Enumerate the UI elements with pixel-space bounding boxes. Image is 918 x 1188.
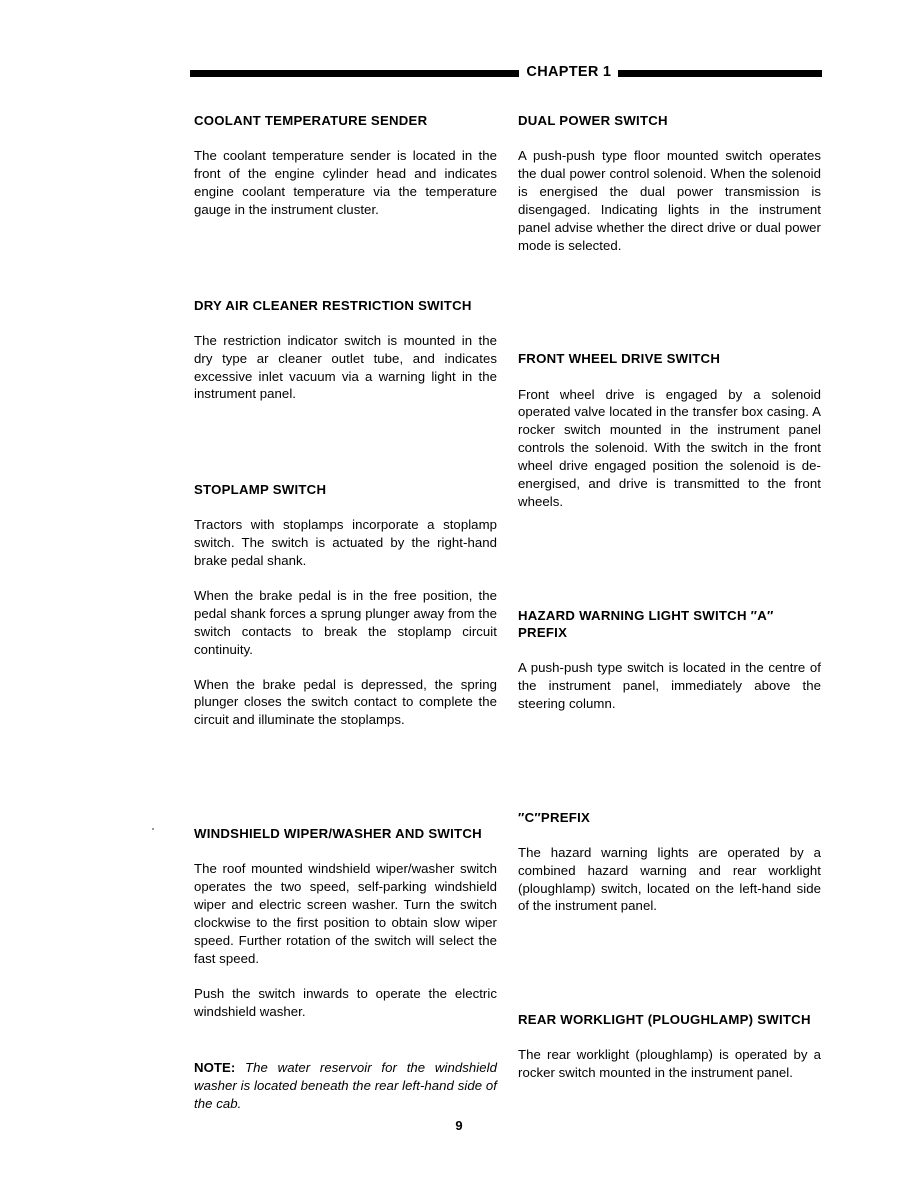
right-column [518, 112, 821, 1113]
section-heading-coolant-temperature-sender: COOLANT TEMPERATURE SENDER [194, 113, 428, 128]
section-paragraph: When the brake pedal is depressed, the spring plunger closes the switch contact to complete the circuit and illuminate the stoplamps. [194, 676, 497, 728]
section-paragraph: The hazard warning lights are operated by a combined hazard warning and rear worklight (ploughlamp) switch, located on the left-hand side of the instrument panel. [518, 844, 821, 914]
header-rule-right [618, 70, 822, 77]
note-text: The water reservoir for the windshield washer is located beneath the rear left-hand side of the cab. [194, 1060, 497, 1112]
section-heading-dry-air-cleaner-restriction-switch: DRY AIR CLEANER RESTRICTION SWITCH [194, 297, 472, 313]
section-paragraph: Tractors with stoplamps incorporate a stoplamp switch. The switch is actuated by the right-hand brake pedal shank. [194, 517, 497, 569]
section-paragraph: A push-push type switch is located in the centre of the instrument panel, immediately above the steering column. [518, 660, 821, 711]
page-body [194, 112, 822, 1113]
section-paragraph: The rear worklight (ploughlamp) is operated by a rocker switch mounted in the instrument panel. [518, 1047, 821, 1081]
section-heading-hazard-warning-light-switch-a-prefix: HAZARD WARNING LIGHT SWITCH ″A″ PREFIX [518, 607, 774, 640]
section-paragraph: Front wheel drive is engaged by a solenoid operated valve located in the transfer box casing. A rocker switch mounted in the instrument panel controls the solenoid. With the switch in the front wheel drive engaged position the solenoid is de-energised, and drive is transmitted to the front wheels. [518, 386, 821, 509]
section-spacer [518, 915, 821, 1011]
section-spacer [194, 403, 497, 481]
section-heading-front-wheel-drive-switch: FRONT WHEEL DRIVE SWITCH [518, 351, 721, 367]
header-rule-left [190, 70, 519, 77]
section-heading-dual-power-switch: DUAL POWER SWITCH [518, 113, 668, 128]
left-column [194, 112, 497, 1113]
section-spacer [194, 729, 497, 825]
section-spacer [518, 713, 821, 809]
section-paragraph: When the brake pedal is in the free position, the pedal shank forces a sprung plunger away from the switch contacts to break the stoplamp circuit continuity. [194, 588, 497, 657]
note-spacer [194, 1037, 497, 1059]
section-paragraph: A push-push type floor mounted switch operates the dual power control solenoid. When the solenoid is energised the dual power transmission is disengaged. Indicating lights in the instrument panel advise whether the direct drive or dual power mode is selected. [518, 148, 821, 253]
note-block [194, 1059, 497, 1113]
section-heading-c-prefix: ″C″PREFIX [518, 809, 591, 825]
section-paragraph: Push the switch inwards to operate the electric windshield washer. [194, 985, 497, 1019]
section-heading-rear-worklight-ploughlamp-switch: REAR WORKLIGHT (PLOUGHLAMP) SWITCH [518, 1012, 811, 1028]
section-heading-windshield-wiper-washer-and-switch: WINDSHIELD WIPER/WASHER AND SWITCH [194, 826, 482, 842]
page-number: 9 [455, 1118, 463, 1133]
section-spacer [194, 219, 497, 297]
scan-artifact-speck [152, 828, 154, 830]
section-paragraph: The coolant temperature sender is located in the front of the engine cylinder head and indicates engine coolant temperature via the temperature gauge in the instrument cluster. [194, 148, 497, 217]
section-paragraph: The roof mounted windshield wiper/washer switch operates the two speed, self-parking windshield wiper and electric screen washer. Turn the switch clockwise to the first position to obtain slow wiper speed. Further rotation of the switch will select the fast speed. [194, 861, 497, 966]
chapter-label: CHAPTER 1 [526, 64, 612, 81]
note-label: NOTE: [194, 1060, 236, 1076]
section-paragraph: The restriction indicator switch is mounted in the dry type ar cleaner outlet tube, and indicates excessive inlet vacuum via a warning light in the instrument panel. [194, 332, 497, 402]
section-heading-stoplamp-switch: STOPLAMP SWITCH [194, 482, 327, 498]
section-spacer [518, 511, 821, 607]
section-spacer [518, 254, 821, 350]
chapter-running-head [190, 62, 822, 84]
